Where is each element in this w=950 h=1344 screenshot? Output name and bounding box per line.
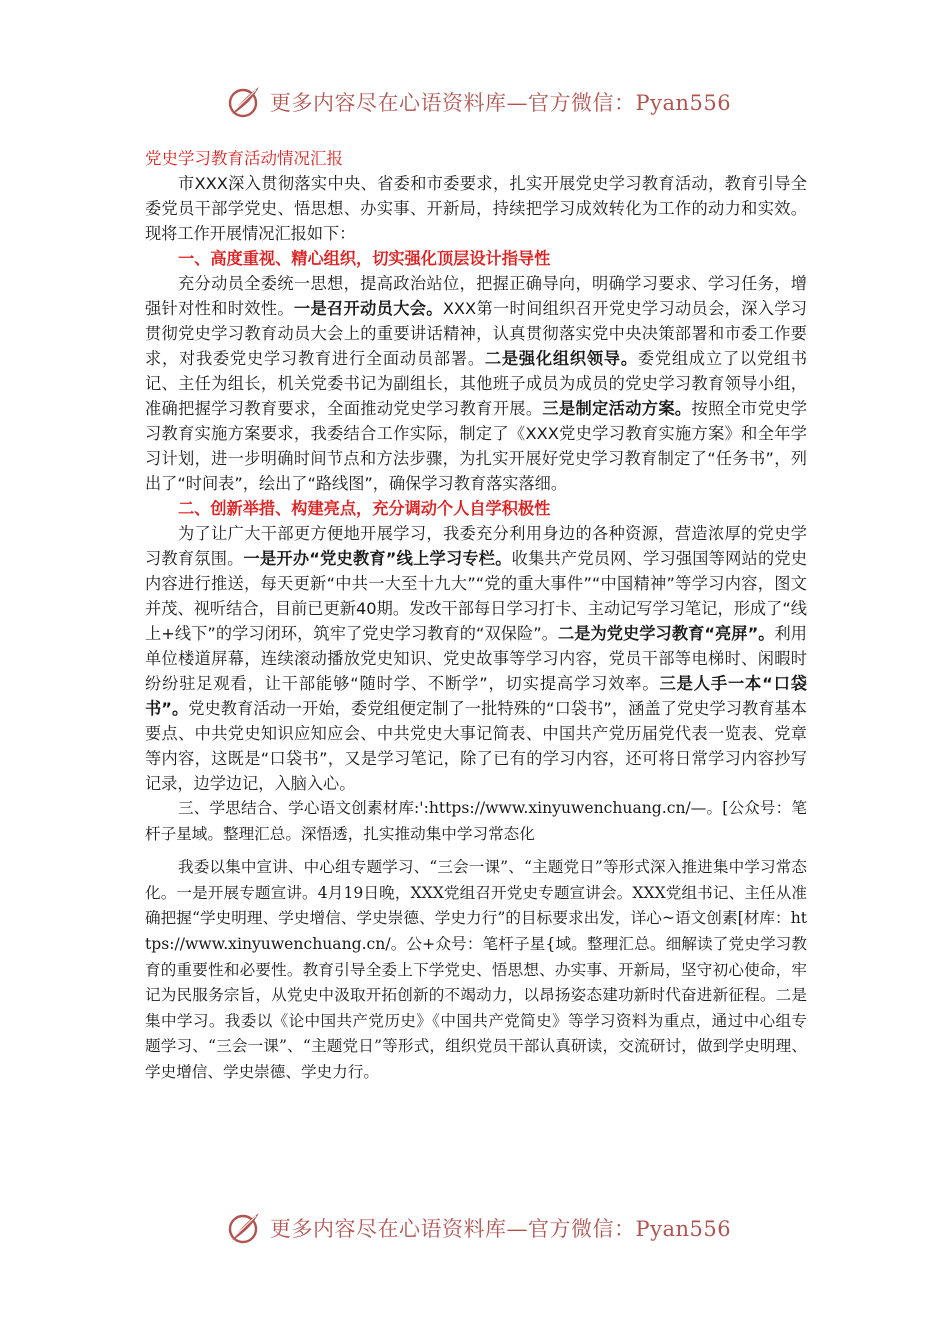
section1-point3: 三是制定活动方案。 xyxy=(542,399,692,418)
section1-point2: 二是强化组织领导。 xyxy=(484,349,638,368)
section2-point1: 一是开办“党史教育”线上学习专栏。 xyxy=(243,549,512,568)
section3-heading: 三、学思结合、学心语文创素材库:':https://www.xinyuwenchuang.cn/—。[公众号：笔杆子星域。整理汇总。深悟透，扎实推动集中学习常态化 xyxy=(145,799,807,843)
quill-logo-icon xyxy=(226,84,262,120)
section2-point3: 三是人手一本“口袋书”。 xyxy=(145,674,807,718)
header-banner xyxy=(226,82,732,122)
section3-paragraph: 我委以集中宣讲、中心组专题学习、“三会一课”、“主题党日”等形式深入推进集中学习常态化。一是开展专题宣讲。4月19日晚，XXX党组召开党史专题宣讲会。XXX党组书记、主任从准确把握“学史明理、学史增信、学史崇德、学史力行”的目标要求出发，详心~语文创素[材库：https://www.xinyuwenchuang.cn/。公+众号：笔杆子星{域。整理汇总。细解读了党史学习教育的重要性和必要性。教育引导全委上下学党史、悟思想、办实事、开新局，坚守初心使命，牢记为民服务宗旨，从党史中汲取开拓创新的不竭动力，以昂扬姿态建功新时代奋进新征程。二是集中学习。我委以《论中国共产党历史》《中国共产党简史》等学习资料为重点，通过中心组专题学习、“三会一课”、“主题党日”等形式，组织党员干部认真研读，交流研讨，做到学史明理、学史增信、学史崇德、学史力行。 xyxy=(145,858,807,1081)
footer-banner xyxy=(226,1208,732,1248)
section1-paragraph: 充分动员全委统一思想，提高政治站位，把握正确导向，明确学习要求、学习任务，增强针对性和时效性。一是召开动员大会。XXX第一时间组织召开党史学习动员会，深入学习贯彻党史学习教育动员大会上的重要讲话精神，认真贯彻落实党中央决策部署和市委工作要求，对我委党史学习教育进行全面动员部署。二是强化组织领导。委党组成立了以党组书记、主任为组长，机关党委书记为副组长，其他班子成员为成员的党史学习教育领导小组，准确把握学习教育要求，全面推动党史学习教育开展。三是制定活动方案。按照全市党史学习教育实施方案要求，我委结合工作实际，制定了《XXX党史学习教育实施方案》和全年学习计划，进一步明确时间节点和方法步骤，为扎实开展好党史学习教育制定了“任务书”，列出了“时间表”，绘出了“路线图”，确保学习教育落实落细。 xyxy=(145,274,808,493)
section1-heading: 一、高度重视、精心组织，切实强化顶层设计指导性 xyxy=(178,249,551,268)
banner-text: 更多内容尽在心语资料库—官方微信：Pyan556 xyxy=(270,91,732,115)
document-title: 党史学习教育活动情况汇报 xyxy=(145,149,343,168)
section2-paragraph: 为了让广大干部更方便地开展学习，我委充分利用身边的各种资源，营造浓厚的党史学习教育氛围。一是开办“党史教育”线上学习专栏。收集共产党员网、学习强国等网站的党史内容进行推送，每天更新“中共一大至十九大”“党的重大事件”“中国精神”等学习内容，图文并茂、视听结合，目前已更新40期。发改干部每日学习打卡、主动记写学习笔记，形成了“线上+线下”的学习闭环，筑牢了党史学习教育的“双保险”。二是为党史学习教育“亮屏”。利用单位楼道屏幕，连续滚动播放党史知识、党史故事等学习内容，党员干部等电梯时、闲暇时纷纷驻足观看，让干部能够“随时学、不断学”，切实提高学习效率。三是人手一本“口袋书”。党史教育活动一开始，委党组便定制了一批特殊的“口袋书”，涵盖了党史学习教育基本要点、中共党史知识应知应会、中共党史大事记简表、中国共产党历届党代表一览表、党章等内容，这既是“口袋书”，又是学习笔记，除了已有的学习内容，还可将日常学习内容抄写记录，边学边记，入脑入心。 xyxy=(145,524,808,793)
quill-logo-icon xyxy=(226,1210,262,1246)
section2-point2: 二是为党史学习教育“亮屏”。 xyxy=(558,624,775,643)
section1-point1: 一是召开动员大会。 xyxy=(293,299,443,318)
intro-paragraph: 市XXX深入贯彻落实中央、省委和市委要求，扎实开展党史学习教育活动，教育引导全委党员干部学党史、悟思想、办实事、开新局，持续把学习成效转化为工作的动力和实效。现将工作开展情况汇报如下： xyxy=(145,174,807,243)
section2-heading: 二、创新举措、构建亮点，充分调动个人自学积极性 xyxy=(178,499,551,518)
document-body xyxy=(145,146,807,1086)
banner-text: 更多内容尽在心语资料库—官方微信：Pyan556 xyxy=(270,1217,732,1241)
